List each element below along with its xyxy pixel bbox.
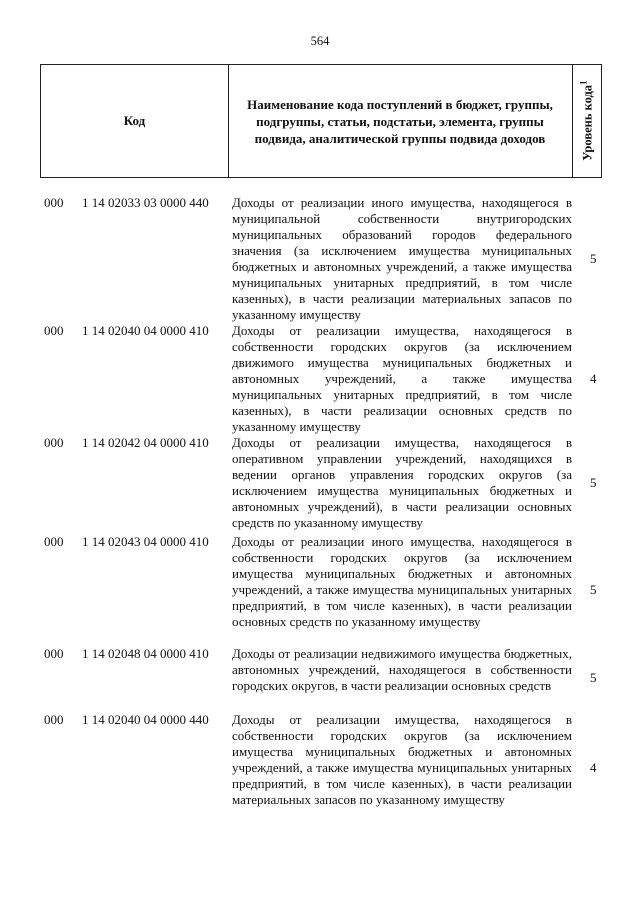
header-code [41, 65, 229, 177]
header-level-label: Уровень кода [580, 85, 595, 162]
row-code: 1 14 02048 04 0000 410 [82, 646, 209, 661]
row-name: Доходы от реализации имущества, находящегося в собственности городских округов (за исключением имущества муниципальных бюджетных и автономных учреждений, а также имущества муниципальных унитарных предприятий, в том числе казенных), в части реализации материальных запасов по указанному имуществу [232, 712, 572, 807]
row-level: 4 [590, 371, 597, 386]
row-name: Доходы от реализации иного имущества, находящегося в собственности городских округов (за исключением имущества муниципальных бюджетных и автономных учреждений, а также имущества муниципальных унитарных предприятий, в том числе казенных), в части реализации основных средств по указанному имуществу [232, 534, 572, 629]
row-name: Доходы от реализации имущества, находящегося в собственности городских округов (за исключением движимого имущества муниципальных бюджетных и автономных учреждений, а также имущества муниципальных унитарных предприятий, в том числе казенных), в части реализации основных средств по указанному имуществу [232, 323, 572, 434]
row-level: 4 [590, 760, 597, 775]
row-code: 1 14 02043 04 0000 410 [82, 534, 209, 549]
header-name [228, 65, 573, 177]
row-code: 1 14 02042 04 0000 410 [82, 435, 209, 450]
row-code: 1 14 02040 04 0000 410 [82, 323, 209, 338]
page-number: 564 [310, 34, 330, 48]
row-level: 5 [590, 251, 597, 266]
row-level: 5 [590, 670, 597, 685]
row-name: Доходы от реализации имущества, находящегося в оперативном управлении учреждений, находящихся в ведении органов управления городских округов (за исключением имущества муниципальных бюджетных и автономных учреждений), в части реализации основных средств по указанному имуществу [232, 435, 572, 530]
header-name-label: Наименование кода поступлений в бюджет, группы, подгруппы, статьи, подстатьи, элемента, группы подвида, аналитической группы подвида доходов [247, 96, 553, 146]
row-code: 1 14 02033 03 0000 440 [82, 195, 209, 210]
row-name: Доходы от реализации недвижимого имущества бюджетных, автономных учреждений, находящегося в собственности городских округов, в части реализации основных средств [232, 646, 572, 693]
row-code: 1 14 02040 04 0000 440 [82, 712, 209, 727]
row-admin-code: 000 [44, 646, 64, 661]
row-admin-code: 000 [44, 534, 64, 549]
header-level-footnote: 1 [578, 80, 589, 86]
header-level-label-wrap [578, 81, 595, 161]
row-admin-code: 000 [44, 435, 64, 450]
row-admin-code: 000 [44, 323, 64, 338]
table-header [40, 64, 602, 178]
row-name: Доходы от реализации иного имущества, находящегося в муниципальной собственности внутригородских муниципальных образований городов федерального значения (за исключением имущества муниципальных бюджетных и автономных учреждений, а также имущества муниципальных унитарных предприятий, в том числе казенных), в части реализации материальных запасов по указанному имуществу [232, 195, 572, 322]
row-level: 5 [590, 582, 597, 597]
row-admin-code: 000 [44, 712, 64, 727]
header-level [573, 65, 601, 177]
row-level: 5 [590, 475, 597, 490]
row-admin-code: 000 [44, 195, 64, 210]
header-code-label: Код [123, 113, 146, 128]
